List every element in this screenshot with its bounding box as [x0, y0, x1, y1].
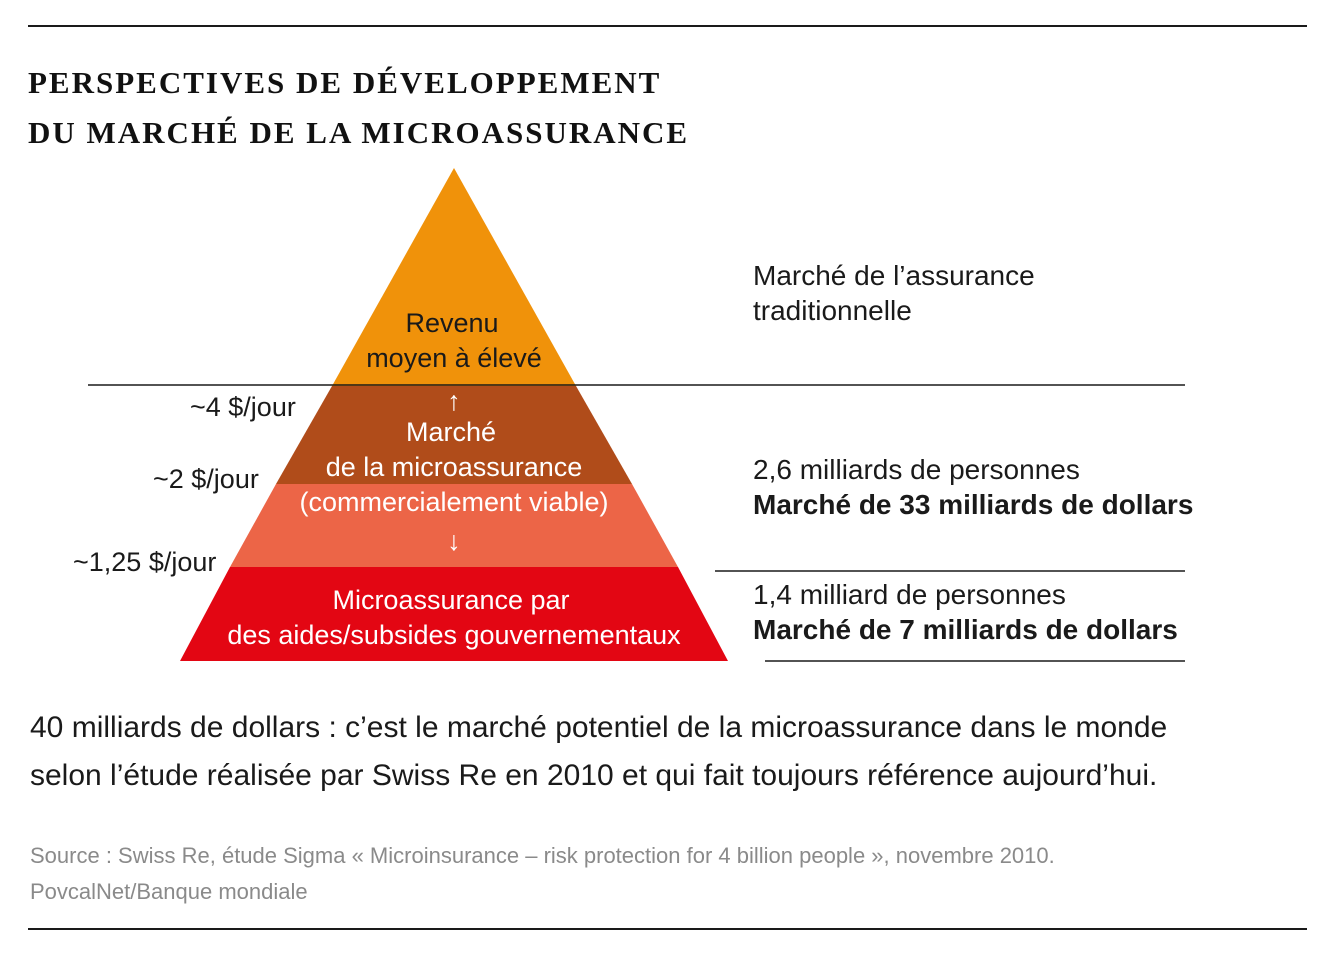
subsidized-market-label: [753, 577, 1178, 647]
source-note: [30, 838, 1055, 910]
microinsurance-people: 2,6 milliards de personnes: [753, 454, 1080, 485]
subsidized-market-value: Marché de 7 milliards de dollars: [753, 614, 1178, 645]
title-line-2: DU MARCHÉ DE LA MICROASSURANCE: [28, 115, 690, 150]
middle-segment-text-2: de la microassurance: [325, 452, 583, 482]
top-segment-text-1: Revenu: [405, 308, 499, 338]
summary-line-1: 40 milliards de dollars : c’est le marché potentiel de la microassurance dans le monde: [30, 711, 1168, 744]
traditional-market-line-1: Marché de l’assurance: [753, 260, 1035, 291]
up-arrow-icon: ↑: [447, 386, 461, 416]
base-segment-text-1: Microassurance par: [332, 585, 570, 615]
threshold-label-4: ~4 $/jour: [190, 392, 296, 422]
base-segment-text-2: des aides/subsides gouvernementaux: [227, 620, 681, 650]
microinsurance-market-value: Marché de 33 milliards de dollars: [753, 489, 1194, 520]
top-segment-text-2: moyen à élevé: [366, 343, 542, 373]
microinsurance-market-label: [753, 452, 1193, 522]
bottom-rule: [28, 928, 1307, 930]
down-arrow-icon: ↓: [447, 526, 461, 556]
middle-segment-text-1: Marché: [405, 417, 497, 447]
source-line-1: Source : Swiss Re, étude Sigma « Microinsurance – risk protection for 4 billion people », novembre 2010.: [30, 843, 1055, 868]
summary-line-2: selon l’étude réalisée par Swiss Re en 2010 et qui fait toujours référence aujourd’hui.: [30, 759, 1158, 792]
title-line-1: PERSPECTIVES DE DÉVELOPPEMENT: [28, 65, 662, 100]
source-line-2: PovcalNet/Banque mondiale: [30, 879, 308, 904]
traditional-market-line-2: traditionnelle: [753, 295, 912, 326]
threshold-label-2: ~2 $/jour: [153, 464, 259, 494]
traditional-market-label: [753, 258, 1035, 328]
summary-text: [30, 704, 1300, 800]
middle-segment-text-3: (commercialement viable): [299, 487, 609, 517]
threshold-label-1-25: ~1,25 $/jour: [73, 547, 217, 577]
subsidized-people: 1,4 milliard de personnes: [753, 579, 1066, 610]
